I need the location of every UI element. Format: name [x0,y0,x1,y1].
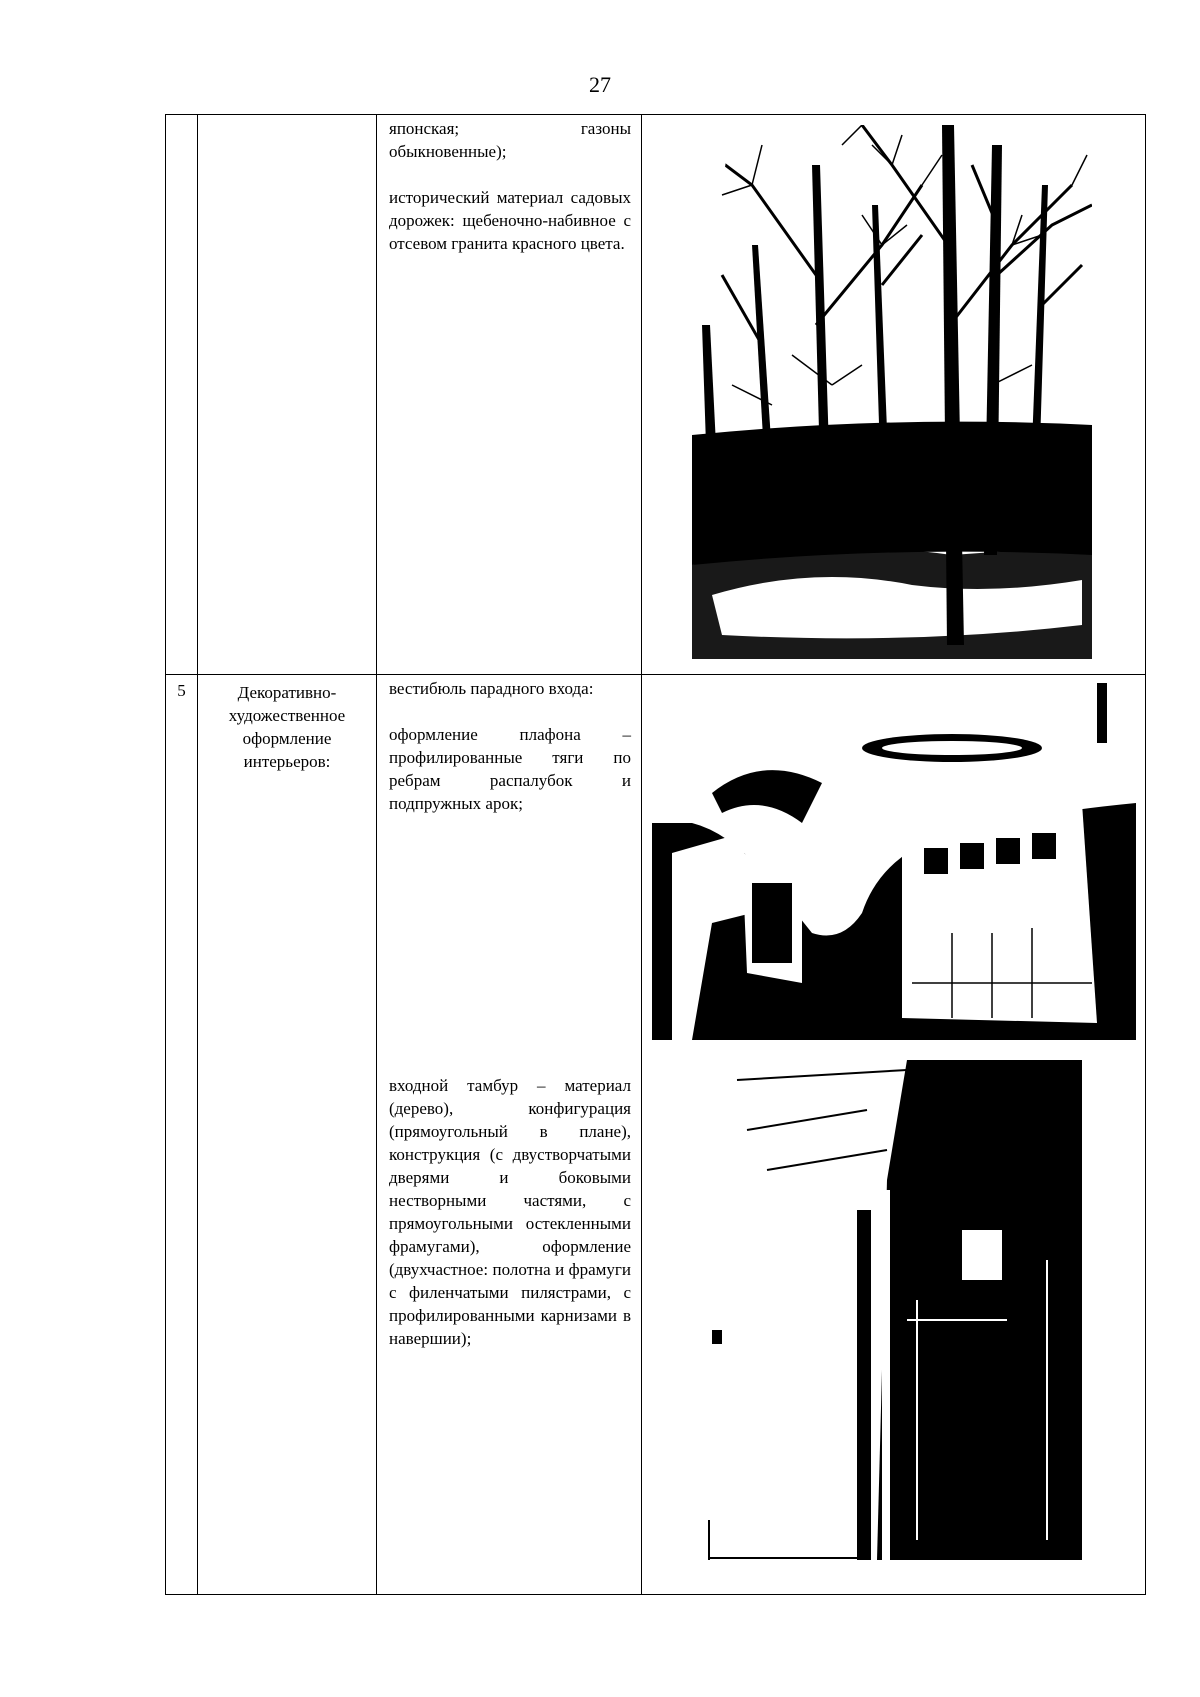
heritage-elements-table [165,114,1146,1595]
row-image-cell [642,115,1146,675]
row-name-cell [198,115,377,675]
description-paragraph: вестибюль парадного входа: [389,679,594,698]
vestibule-photo [652,683,1136,1040]
trees-photo [692,125,1092,659]
row-description-cell [377,115,642,675]
row-description-cell [377,675,642,1595]
table-row [166,675,1146,1595]
row-name-cell: Декоративно-художественное оформление интерьеров: [198,675,377,1595]
table-row [166,115,1146,675]
description-paragraph: оформление плафона – профилированные тяги по ребрам распалубок и подпружных арок; [389,725,631,813]
description-paragraph: исторический материал садовых дорожек: щебеночно-набивное с отсевом гранита красного цвета. [389,188,631,253]
tambour-photo [707,1060,1082,1560]
row-number-cell [166,115,198,675]
row-image-cell [642,675,1146,1595]
row-number-cell: 5 [166,675,198,1595]
description-paragraph: входной тамбур – материал (дерево), конфигурация (прямоугольный в плане), конструкция (с двустворчатыми дверями и боковыми нестворными частями, с прямоугольными остекленными фрамугами), оформление (двухчастное: полотна и фрамуги с филенчатыми пилястрами, с профилированными карнизами в навершии); [389,1076,631,1348]
page-number: 27 [589,72,611,97]
description-paragraph: японская; газоны обыкновенные); [389,119,631,161]
